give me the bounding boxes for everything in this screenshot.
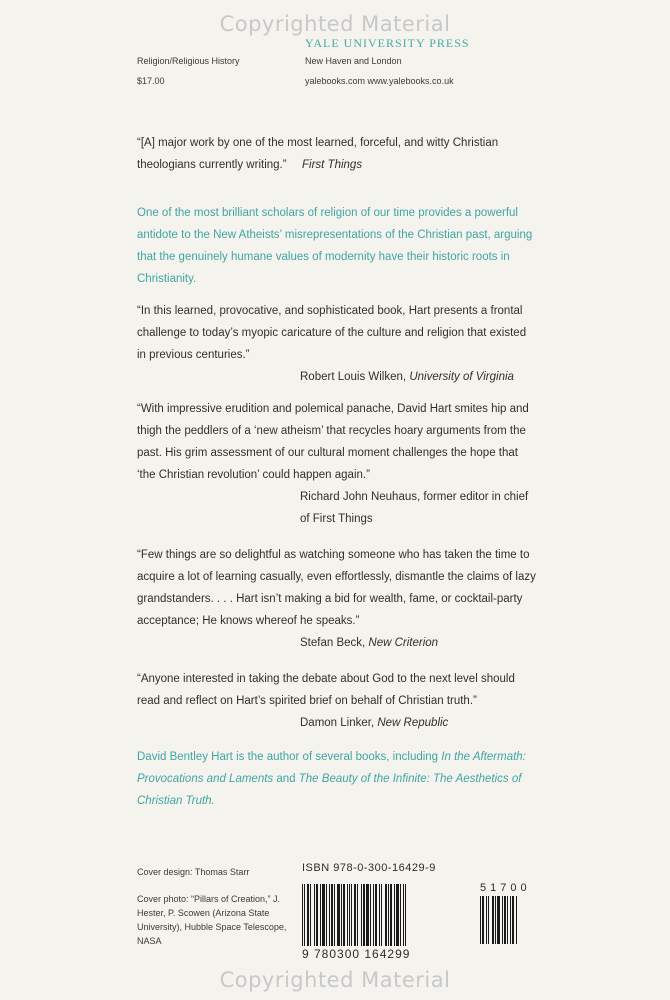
- quote-neuhaus: [137, 398, 537, 530]
- watermark-top: Copyrighted Material: [219, 12, 451, 36]
- quote-wilken: [137, 300, 537, 388]
- cover-photo-credit: Cover photo: “Pillars of Creation,” J. Hester, P. Scowen (Arizona State University), Hubble Space Telescope, NASA: [137, 894, 287, 946]
- quote-linker: [137, 668, 537, 734]
- quote-attribution: Damon Linker, New Republic: [300, 717, 449, 729]
- watermark-bottom: Copyrighted Material: [219, 968, 451, 992]
- quote-attribution: Richard John Neuhaus, former editor in chief: [300, 491, 529, 503]
- price-label: $17.00: [137, 76, 165, 86]
- quote-attribution: Stefan Beck, New Criterion: [300, 637, 439, 649]
- quote-attribution-2: of First Things: [300, 513, 373, 525]
- barcode-digits: 9 780300 164299: [302, 947, 411, 961]
- quote-text: “Anyone interested in taking the debate about God to the next level should read and reflect on Hart’s spirited brief on behalf of Christian truth.”: [137, 673, 515, 707]
- isbn-text: ISBN 978-0-300-16429-9: [302, 862, 436, 874]
- price-code: 51700: [480, 882, 531, 894]
- publisher-websites: yalebooks.com www.yalebooks.co.uk: [305, 76, 454, 86]
- author-bio: David Bentley Hart is the author of several books, including In the Aftermath: Provocations and Laments and The Beauty of the Infinite: The Aesthetics of Christian Truth.: [137, 751, 526, 807]
- quote-attribution: Robert Louis Wilken, University of Virginia: [300, 371, 514, 383]
- barcode-bars-main: [302, 884, 472, 946]
- quote-text: “[A] major work by one of the most learned, forceful, and witty Christian theologians currently writing.”: [137, 137, 499, 171]
- category-label: Religion/Religious History: [137, 56, 240, 66]
- quote-text: “Few things are so delightful as watching someone who has taken the time to acquire a lot of learning casually, even effortlessly, dismantle the claims of lazy grandstanders. . . . Hart isn’t making a bid for wealth, fame, or cocktail-party acceptance; He knows whereof he speaks.”: [137, 549, 536, 627]
- cover-design-credit: Cover design: Thomas Starr: [137, 867, 250, 877]
- barcode-bars-addon: [480, 896, 546, 944]
- publisher-name: YALE UNIVERSITY PRESS: [305, 36, 470, 50]
- quote-first-things: [137, 132, 537, 176]
- barcode-bar: [405, 884, 406, 946]
- quote-text: “In this learned, provocative, and sophisticated book, Hart presents a frontal challenge to today’s myopic caricature of the culture and religion that existed in previous centuries.”: [137, 305, 527, 361]
- quote-source: First Things: [302, 159, 363, 171]
- publisher-blurb: One of the most brilliant scholars of religion of our time provides a powerful antidote to the New Atheists’ misrepresentations of the Christian past, arguing that the genuinely humane values of modernity have their historic roots in Christianity.: [137, 207, 533, 285]
- barcode-bar: [516, 896, 517, 944]
- quote-beck: [137, 544, 537, 654]
- barcode: [302, 884, 548, 962]
- quote-text: “With impressive erudition and polemical panache, David Hart smites hip and thigh the peddlers of a ‘new atheism’ that recycles hoary arguments from the past. His grim assessment of our cultural moment challenges the hope that ‘the Christian revolution’ could happen again.”: [137, 403, 529, 481]
- publisher-city: New Haven and London: [305, 56, 402, 66]
